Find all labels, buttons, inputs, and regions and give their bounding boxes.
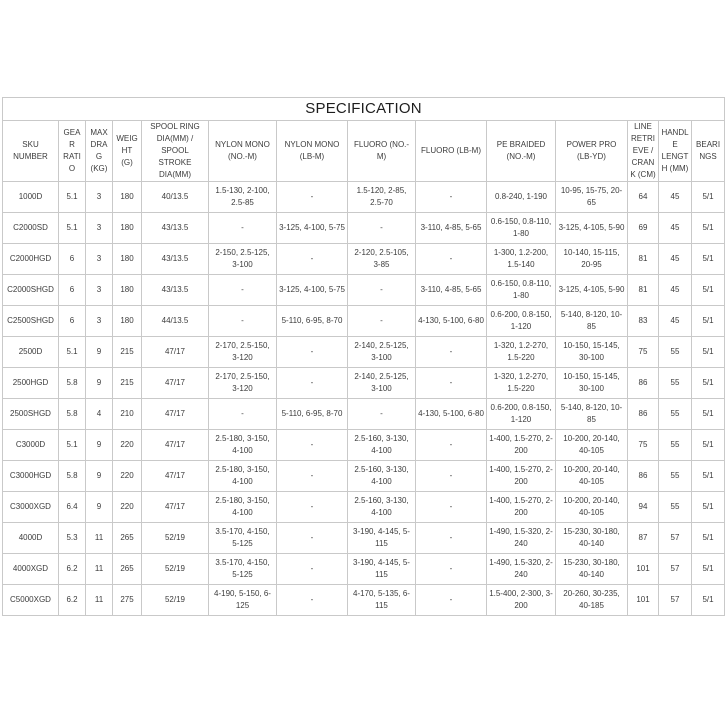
table-cell: 55 (659, 461, 692, 492)
table-row (3, 554, 725, 585)
table-cell: - (348, 399, 416, 430)
table-cell: 3-110, 4-85, 5-65 (416, 275, 487, 306)
table-cell: 5/1 (692, 585, 725, 616)
table-cell: 265 (113, 554, 142, 585)
table-cell: 2.5-180, 3-150, 4-100 (209, 430, 277, 461)
table-cell: 2.5-180, 3-150, 4-100 (209, 492, 277, 523)
table-cell: 2-120, 2.5-105, 3-85 (348, 244, 416, 275)
table-cell: 5/1 (692, 368, 725, 399)
table-cell: 5/1 (692, 275, 725, 306)
sku-cell: C2500SHGD (3, 306, 59, 337)
table-cell: 0.6-150, 0.8-110, 1-80 (487, 213, 556, 244)
table-cell: 10-140, 15-115, 20-95 (556, 244, 628, 275)
sku-cell: C2000HGD (3, 244, 59, 275)
table-cell: 86 (628, 461, 659, 492)
table-cell: 10-150, 15-145, 30-100 (556, 337, 628, 368)
table-cell: 5/1 (692, 461, 725, 492)
table-cell: 10-150, 15-145, 30-100 (556, 368, 628, 399)
table-cell: 81 (628, 244, 659, 275)
table-cell: 9 (86, 368, 113, 399)
table-cell: 1-490, 1.5-320, 2-240 (487, 554, 556, 585)
table-cell: 4-190, 5-150, 6-125 (209, 585, 277, 616)
table-cell: 11 (86, 523, 113, 554)
table-cell: 2.5-160, 3-130, 4-100 (348, 430, 416, 461)
table-cell: 52/19 (142, 554, 209, 585)
table-cell: 220 (113, 430, 142, 461)
col-spool-dia: SPOOL RING DIA(MM) / SPOOL STROKE DIA(MM) (142, 121, 209, 182)
table-cell: - (209, 275, 277, 306)
table-cell: 55 (659, 368, 692, 399)
table-cell: 45 (659, 213, 692, 244)
table-cell: - (416, 368, 487, 399)
col-handle-length: HANDLE LENGTH (MM) (659, 121, 692, 182)
sku-cell: 4000D (3, 523, 59, 554)
table-cell: 5.1 (59, 213, 86, 244)
table-cell: - (416, 585, 487, 616)
table-cell: 5/1 (692, 492, 725, 523)
table-cell: - (277, 492, 348, 523)
table-cell: 9 (86, 430, 113, 461)
table-cell: 45 (659, 244, 692, 275)
table-cell: 0.6-150, 0.8-110, 1-80 (487, 275, 556, 306)
table-cell: 47/17 (142, 337, 209, 368)
table-cell: 1-300, 1.2-200, 1.5-140 (487, 244, 556, 275)
table-cell: 275 (113, 585, 142, 616)
table-cell: 15-230, 30-180, 40-140 (556, 554, 628, 585)
col-fluoro-no: FLUORO (NO.-M) (348, 121, 416, 182)
table-cell: 0.6-200, 0.8-150, 1-120 (487, 306, 556, 337)
col-sku-number: SKU NUMBER (3, 121, 59, 182)
table-cell: 0.8-240, 1-190 (487, 182, 556, 213)
table-cell: 9 (86, 337, 113, 368)
table-cell: 55 (659, 492, 692, 523)
sku-cell: C2000SD (3, 213, 59, 244)
table-cell: 1-400, 1.5-270, 2-200 (487, 492, 556, 523)
table-cell: - (416, 337, 487, 368)
table-cell: 1.5-400, 2-300, 3-200 (487, 585, 556, 616)
table-cell: 3 (86, 275, 113, 306)
table-cell: 81 (628, 275, 659, 306)
table-cell: - (209, 213, 277, 244)
table-cell: - (277, 585, 348, 616)
table-row (3, 492, 725, 523)
table-cell: 5/1 (692, 554, 725, 585)
table-cell: 52/19 (142, 585, 209, 616)
table-cell: 10-200, 20-140, 40-105 (556, 430, 628, 461)
table-cell: 3 (86, 182, 113, 213)
col-power-pro: POWER PRO (LB-YD) (556, 121, 628, 182)
table-cell: - (416, 523, 487, 554)
table-row (3, 337, 725, 368)
table-cell: 180 (113, 213, 142, 244)
table-row (3, 523, 725, 554)
spec-table (2, 97, 725, 616)
table-cell: 55 (659, 337, 692, 368)
table-cell: - (277, 523, 348, 554)
sku-cell: 2500HGD (3, 368, 59, 399)
table-cell: 3-125, 4-105, 5-90 (556, 275, 628, 306)
table-cell: 210 (113, 399, 142, 430)
table-cell: 6 (59, 275, 86, 306)
sku-cell: C5000XGD (3, 585, 59, 616)
table-cell: 220 (113, 492, 142, 523)
table-cell: 47/17 (142, 368, 209, 399)
table-cell: - (416, 430, 487, 461)
table-cell: - (277, 368, 348, 399)
table-cell: 0.6-200, 0.8-150, 1-120 (487, 399, 556, 430)
table-cell: 43/13.5 (142, 213, 209, 244)
table-cell: - (348, 306, 416, 337)
table-cell: 5/1 (692, 306, 725, 337)
table-cell: 5-110, 6-95, 8-70 (277, 399, 348, 430)
table-cell: - (416, 554, 487, 585)
table-cell: - (277, 554, 348, 585)
table-cell: 180 (113, 275, 142, 306)
table-cell: 3-125, 4-100, 5-75 (277, 213, 348, 244)
table-cell: 5/1 (692, 213, 725, 244)
table-cell: 3-125, 4-105, 5-90 (556, 213, 628, 244)
table-cell: 180 (113, 306, 142, 337)
table-cell: 47/17 (142, 430, 209, 461)
table-cell: 57 (659, 554, 692, 585)
table-cell: 43/13.5 (142, 244, 209, 275)
table-cell: 5.8 (59, 368, 86, 399)
col-bearings: BEARINGS (692, 121, 725, 182)
table-cell: 3.5-170, 4-150, 5-125 (209, 554, 277, 585)
table-cell: 10-95, 15-75, 20-65 (556, 182, 628, 213)
table-cell: 86 (628, 368, 659, 399)
col-max-drag: MAX DRAG (KG) (86, 121, 113, 182)
table-cell: 2-140, 2.5-125, 3-100 (348, 368, 416, 399)
table-cell: - (277, 430, 348, 461)
table-cell: 55 (659, 430, 692, 461)
table-cell: 5/1 (692, 523, 725, 554)
sku-cell: C3000D (3, 430, 59, 461)
table-cell: 1.5-120, 2-85, 2.5-70 (348, 182, 416, 213)
table-cell: 40/13.5 (142, 182, 209, 213)
table-cell: 1-490, 1.5-320, 2-240 (487, 523, 556, 554)
table-row (3, 461, 725, 492)
table-cell: - (416, 461, 487, 492)
table-row (3, 244, 725, 275)
table-cell: 83 (628, 306, 659, 337)
table-cell: 3.5-170, 4-150, 5-125 (209, 523, 277, 554)
sku-cell: C2000SHGD (3, 275, 59, 306)
table-cell: 5/1 (692, 244, 725, 275)
table-cell: 6.2 (59, 554, 86, 585)
table-cell: 6 (59, 244, 86, 275)
table-cell: 2.5-180, 3-150, 4-100 (209, 461, 277, 492)
col-gear-ratio: GEAR RATIO (59, 121, 86, 182)
table-cell: 2-170, 2.5-150, 3-120 (209, 337, 277, 368)
table-cell: 101 (628, 554, 659, 585)
sku-cell: 4000XGD (3, 554, 59, 585)
table-row (3, 182, 725, 213)
table-cell: - (416, 244, 487, 275)
table-cell: 5.3 (59, 523, 86, 554)
table-title: SPECIFICATION (3, 98, 725, 121)
table-row (3, 399, 725, 430)
table-cell: 69 (628, 213, 659, 244)
table-cell: 44/13.5 (142, 306, 209, 337)
table-cell: 2-140, 2.5-125, 3-100 (348, 337, 416, 368)
table-cell: 57 (659, 523, 692, 554)
table-cell: 2-170, 2.5-150, 3-120 (209, 368, 277, 399)
table-cell: - (277, 182, 348, 213)
table-row (3, 213, 725, 244)
table-cell: 57 (659, 585, 692, 616)
table-row (3, 368, 725, 399)
table-cell: - (348, 275, 416, 306)
table-cell: 4 (86, 399, 113, 430)
table-cell: 45 (659, 182, 692, 213)
table-cell: 52/19 (142, 523, 209, 554)
table-cell: 5/1 (692, 399, 725, 430)
table-cell: 10-200, 20-140, 40-105 (556, 461, 628, 492)
table-cell: 43/13.5 (142, 275, 209, 306)
table-cell: 55 (659, 399, 692, 430)
table-cell: - (416, 492, 487, 523)
table-cell: 3 (86, 244, 113, 275)
table-cell: 9 (86, 461, 113, 492)
table-cell: 2-150, 2.5-125, 3-100 (209, 244, 277, 275)
table-cell: 4-170, 5-135, 6-115 (348, 585, 416, 616)
col-fluoro-lb: FLUORO (LB-M) (416, 121, 487, 182)
table-cell: 45 (659, 306, 692, 337)
table-cell: 5.1 (59, 182, 86, 213)
header-row (3, 121, 725, 182)
table-cell: 20-260, 30-235, 40-185 (556, 585, 628, 616)
table-cell: 3-110, 4-85, 5-65 (416, 213, 487, 244)
table-cell: - (277, 337, 348, 368)
col-weight: WEIGHT (G) (113, 121, 142, 182)
table-cell: 94 (628, 492, 659, 523)
table-cell: 101 (628, 585, 659, 616)
table-cell: 47/17 (142, 399, 209, 430)
table-cell: 5-110, 6-95, 8-70 (277, 306, 348, 337)
table-cell: 5.8 (59, 461, 86, 492)
table-cell: 215 (113, 368, 142, 399)
col-nylon-mono-lb: NYLON MONO (LB-M) (277, 121, 348, 182)
table-cell: - (209, 399, 277, 430)
sku-cell: 1000D (3, 182, 59, 213)
col-line-retrieve: LINE RETRIEVE / CRANK (CM) (628, 121, 659, 182)
table-cell: - (209, 306, 277, 337)
table-cell: 4-130, 5-100, 6-80 (416, 399, 487, 430)
table-row (3, 275, 725, 306)
table-cell: 47/17 (142, 492, 209, 523)
table-cell: 10-200, 20-140, 40-105 (556, 492, 628, 523)
table-cell: 3-125, 4-100, 5-75 (277, 275, 348, 306)
table-cell: 75 (628, 337, 659, 368)
specification-sheet (2, 97, 724, 616)
table-cell: 220 (113, 461, 142, 492)
table-cell: 1-320, 1.2-270, 1.5-220 (487, 368, 556, 399)
table-cell: 5/1 (692, 430, 725, 461)
table-cell: 3 (86, 213, 113, 244)
table-cell: 87 (628, 523, 659, 554)
table-cell: 2.5-160, 3-130, 4-100 (348, 461, 416, 492)
table-cell: 75 (628, 430, 659, 461)
table-cell: 4-130, 5-100, 6-80 (416, 306, 487, 337)
table-cell: 5-140, 8-120, 10-85 (556, 306, 628, 337)
table-cell: 3 (86, 306, 113, 337)
table-cell: 15-230, 30-180, 40-140 (556, 523, 628, 554)
table-cell: 5.1 (59, 430, 86, 461)
table-cell: 5/1 (692, 337, 725, 368)
table-cell: 215 (113, 337, 142, 368)
table-cell: 180 (113, 182, 142, 213)
table-cell: - (348, 213, 416, 244)
sku-cell: 2500D (3, 337, 59, 368)
table-row (3, 430, 725, 461)
table-row (3, 306, 725, 337)
table-cell: 5.1 (59, 337, 86, 368)
table-cell: 45 (659, 275, 692, 306)
table-row (3, 585, 725, 616)
col-pe-braided: PE BRAIDED (NO.-M) (487, 121, 556, 182)
table-cell: 86 (628, 399, 659, 430)
table-cell: 1.5-130, 2-100, 2.5-85 (209, 182, 277, 213)
table-cell: 11 (86, 585, 113, 616)
table-cell: 2.5-160, 3-130, 4-100 (348, 492, 416, 523)
table-cell: 3-190, 4-145, 5-115 (348, 523, 416, 554)
table-cell: 6.2 (59, 585, 86, 616)
sku-cell: 2500SHGD (3, 399, 59, 430)
sku-cell: C3000HGD (3, 461, 59, 492)
table-cell: 5-140, 8-120, 10-85 (556, 399, 628, 430)
table-cell: 265 (113, 523, 142, 554)
table-cell: 6 (59, 306, 86, 337)
table-cell: 1-320, 1.2-270, 1.5-220 (487, 337, 556, 368)
spec-table-body (3, 182, 725, 616)
table-cell: 9 (86, 492, 113, 523)
table-cell: 47/17 (142, 461, 209, 492)
table-cell: - (277, 461, 348, 492)
sku-cell: C3000XGD (3, 492, 59, 523)
table-cell: 64 (628, 182, 659, 213)
table-cell: 3-190, 4-145, 5-115 (348, 554, 416, 585)
table-cell: 11 (86, 554, 113, 585)
table-cell: 1-400, 1.5-270, 2-200 (487, 430, 556, 461)
table-cell: 1-400, 1.5-270, 2-200 (487, 461, 556, 492)
table-cell: 180 (113, 244, 142, 275)
table-cell: 5/1 (692, 182, 725, 213)
table-cell: 5.8 (59, 399, 86, 430)
table-cell: 6.4 (59, 492, 86, 523)
col-nylon-mono-no: NYLON MONO (NO.-M) (209, 121, 277, 182)
table-cell: - (416, 182, 487, 213)
table-cell: - (277, 244, 348, 275)
